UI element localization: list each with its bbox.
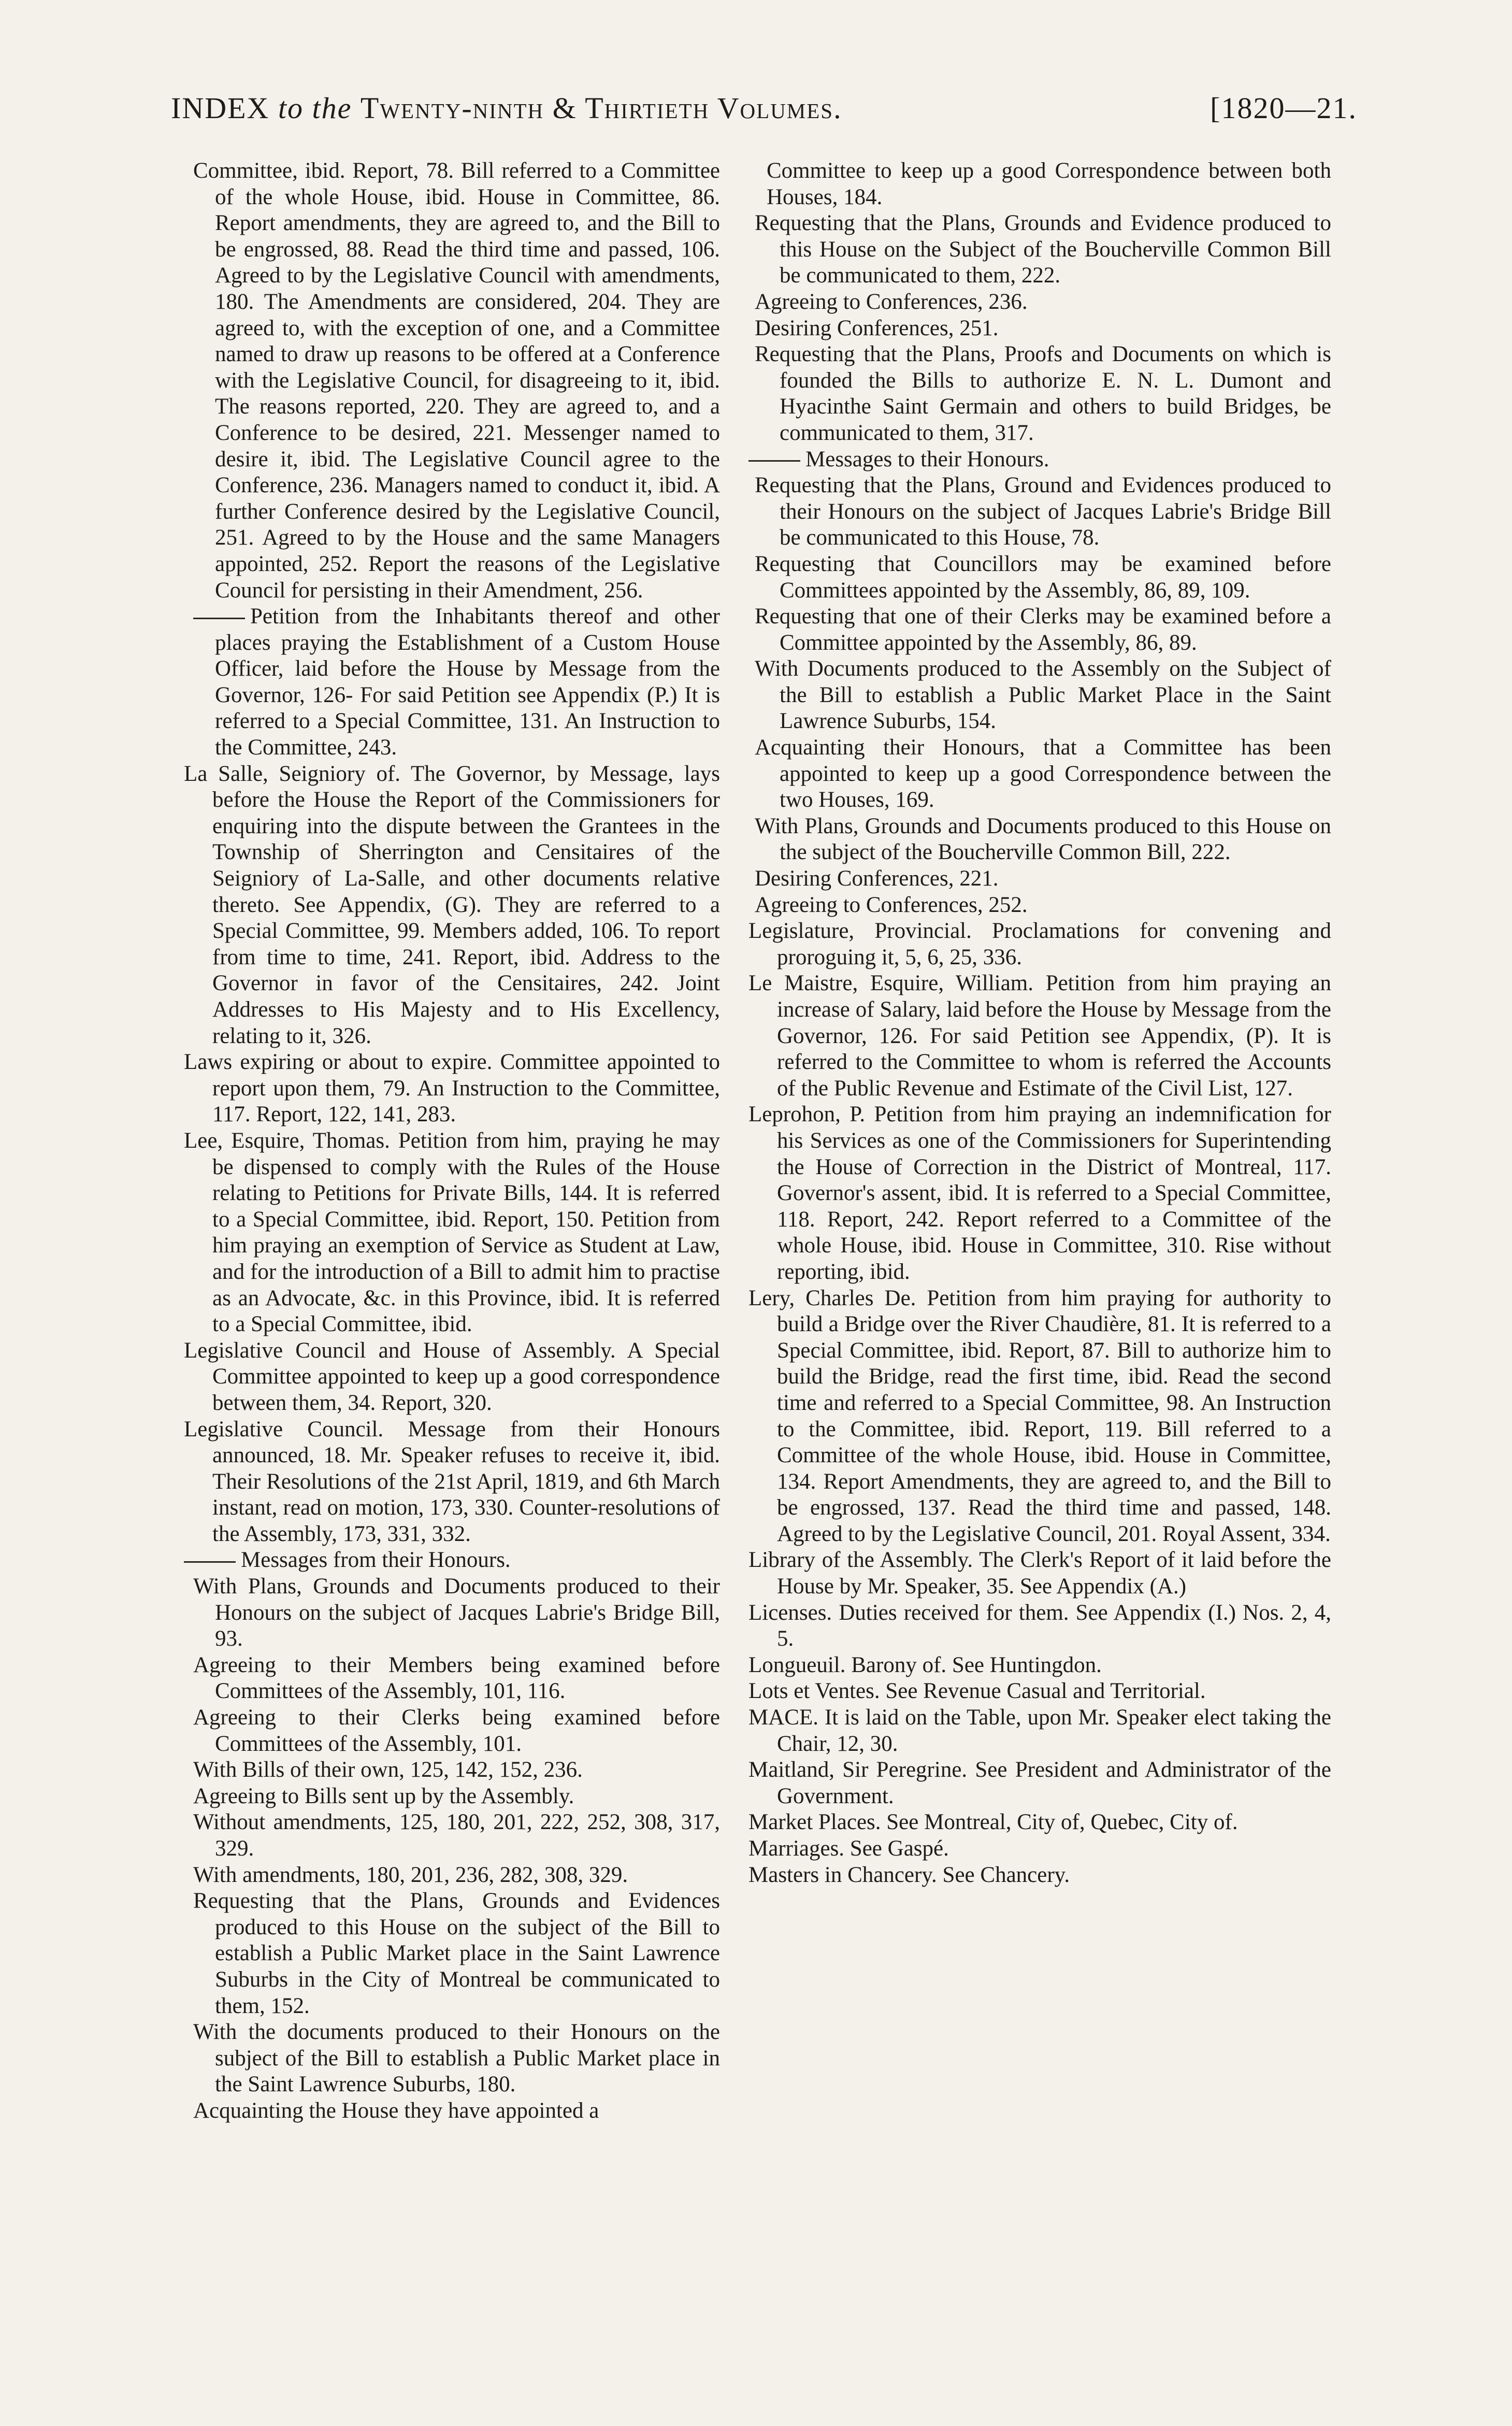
index-entry: Legislative Council and House of Assembly. A Special Committee appointed to keep up a good correspondence between them, 34. Report, 320. [184,1338,720,1415]
index-subentry: Without amendments, 125, 180, 201, 222, 252, 308, 317, 329. [193,1810,720,1861]
index-subheading [184,1547,720,1574]
dash-rule [184,1561,236,1563]
left-column [184,158,720,2124]
page-date-range: [1820—21. [1210,91,1357,125]
running-title-index: INDEX [171,91,270,125]
index-subentry: Committee to keep up a good Correspondence between both Houses, 184. [767,159,1331,209]
index-entry: Market Places. See Montreal, City of, Quebec, City of. [748,1810,1238,1835]
index-subentry [184,604,720,761]
index-subentry: Agreeing to their Members being examined before Committees of the Assembly, 101, 116. [193,1652,720,1704]
index-subentry: Desiring Conferences, 221. [755,866,999,891]
index-subentry: With amendments, 180, 201, 236, 282, 308, 329. [193,1862,628,1887]
index-subentry: Requesting that the Plans, Ground and Evidences produced to their Honours on the subject of Jacques Labrie's Bridge Bill be communicated to this House, 78. [755,473,1331,550]
index-entry: Legislative Council. Message from their Honours announced, 18. Mr. Speaker refuses to receive it, ibid. Their Resolutions of the 21st April, 1819, and 6th March instant, read on motion, 173, 330. Counter-resolutions of the Assembly, 173, 331, 332. [184,1417,720,1546]
index-subentry: Requesting that the Plans, Grounds and Evidence produced to this House on the Subject of the Boucherville Common Bill be communicated to them, 222. [755,211,1331,288]
index-entry: Legislature, Provincial. Proclamations for convening and proroguing it, 5, 6, 25, 336. [748,919,1331,969]
index-entry: Library of the Assembly. The Clerk's Report of it laid before the House by Mr. Speaker, 35. See Appendix (A.) [748,1548,1331,1599]
index-subentry: With Plans, Grounds and Documents produced to this House on the subject of the Boucherville Common Bill, 222. [755,814,1331,865]
running-title [171,91,1189,125]
index-entry: Maitland, Sir Peregrine. See President and Administrator of the Government. [748,1758,1331,1808]
index-entry: Longueuil. Barony of. See Huntingdon. [748,1652,1102,1677]
dash-rule [748,460,800,462]
index-entry: Licenses. Duties received for them. See Appendix (I.) Nos. 2, 4, 5. [748,1600,1331,1651]
index-subentry-text: Petition from the Inhabitants thereof and other places praying the Establishment of a Custom House Officer, laid before the House by Message from the Governor, 126- For said Petition see Appendix (P.) It is referred to a Special Committee, 131. An Instruction to the Committee, 243. [215,604,720,760]
index-entry: La Salle, Seigniory of. The Governor, by Message, lays before the House the Report of the Commissioners for enquiring into the dispute between the Grantees in the Township of Sherrington and Censitaires of the Seigniory of La-Salle, and other documents relative thereto. See Appendix, (G). They are referred to a Special Committee, 99. Members added, 106. To report from time to time, 241. Report, ibid. Address to the Governor in favor of the Censitaires, 242. Joint Addresses to His Majesty and to His Excellency, relating to it, 326. [184,761,720,1048]
index-subentry: With Documents produced to the Assembly on the Subject of the Bill to establish a Public Market Place in the Saint Lawrence Suburbs, 154. [755,657,1331,734]
dash-rule [193,618,245,619]
index-entry: Marriages. See Gaspé. [748,1836,949,1861]
index-entry: Laws expiring or about to expire. Committee appointed to report upon them, 79. An Instruction to the Committee, 117. Report, 122, 141, 283. [184,1050,720,1127]
page-header [171,91,1357,125]
index-subentry: Acquainting the House they have appointed a [193,2098,599,2123]
index-entry: Lots et Ventes. See Revenue Casual and Territorial. [748,1679,1206,1704]
index-subentry: Agreeing to Bills sent up by the Assembly. [193,1783,574,1808]
index-subentry: Requesting that the Plans, Grounds and Evidences produced to this House on the subject of the Bill to establish a Public Market place in the Saint Lawrence Suburbs in the City of Montreal be communicated to them, 152. [193,1889,720,2018]
index-subentry: Agreeing to Conferences, 236. [755,289,1028,314]
index-subheading [748,447,1331,473]
running-title-to-the: to the [278,91,352,125]
index-subheading-text: Messages from their Honours. [241,1548,511,1573]
index-subentry: With Plans, Grounds and Documents produced to their Honours on the subject of Jacques Labrie's Bridge Bill, 93. [193,1574,720,1651]
index-subentry: Agreeing to their Clerks being examined before Committees of the Assembly, 101. [193,1705,720,1756]
index-entry: Committee, ibid. Report, 78. Bill referred to a Committee of the whole House, ibid. House in Committee, 86. Report amendments, they are agreed to, and the Bill to be engrossed, 88. Read the third time and passed, 106. Agreed to by the Legislative Council with amendments, 180. The Amendments are considered, 204. They are agreed to, with the exception of one, and a Committee named to draw up reasons to be offered at a Conference with the Legislative Council, for disagreeing to it, ibid. The reasons reported, 220. They are agreed to, and a Conference to be desired, 221. Messenger named to desire it, ibid. The Legislative Council agree to the Conference, 236. Managers named to conduct it, ibid. A further Conference desired by the Legislative Council, 251. Agreed to by the House and the same Managers appointed, 252. Report the reasons of the Legislative Council for persisting in their Amendment, 256. [193,159,720,603]
index-entry-mace: MACE. It is laid on the Table, upon Mr. Speaker elect taking the Chair, 12, 30. [748,1705,1331,1756]
index-subentry: Requesting that Councillors may be examined before Committees appointed by the Assembly, 86, 89, 109. [755,551,1331,603]
index-entry: Lee, Esquire, Thomas. Petition from him, praying he may be dispensed to comply with the Rules of the House relating to Petitions for Private Bills, 144. It is referred to a Special Committee, ibid. Report, 150. Petition from him praying an exemption of Service as Student at Law, and for the introduction of a Bill to admit him to practise as an Advocate, &c. in this Province, ibid. It is referred to a Special Committee, ibid. [184,1128,720,1337]
running-title-volumes: Twenty-ninth & Thirtieth Volumes. [360,91,842,125]
index-subentry: With the documents produced to their Honours on the subject of the Bill to establish a Public Market place in the Saint Lawrence Suburbs, 180. [193,2020,720,2097]
index-subentry: Acquainting their Honours, that a Committee has been appointed to keep up a good Correspondence between the two Houses, 169. [755,735,1331,812]
index-entry: Lery, Charles De. Petition from him praying for authority to build a Bridge over the River Chaudière, 81. It is referred to a Special Committee, ibid. Report, 87. Bill to authorize him to build the Bridge, read the first time, ibid. Read the second time and referred to a Special Committee, 98. An Instruction to the Committee, ibid. Report, 119. Bill referred to a Committee of the whole House, ibid. House in Committee, 134. Report Amendments, they are agreed to, and the Bill to be engrossed, 137. Read the third time and passed, 148. Agreed to by the Legislative Council, 201. Royal Assent, 334. [748,1286,1331,1546]
index-entry: Le Maistre, Esquire, William. Petition from him praying an increase of Salary, laid before the House by Message from the Governor, 126. For said Petition see Appendix, (P). It is referred to the Committee to whom is referred the Accounts of the Public Revenue and Estimate of the Civil List, 127. [748,971,1331,1101]
index-subentry: Requesting that the Plans, Proofs and Documents on which is founded the Bills to authorize E. N. L. Dumont and Hyacinthe Saint Germain and others to build Bridges, be communicated to them, 317. [755,342,1331,445]
index-subentry: Requesting that one of their Clerks may be examined before a Committee appointed by the Assembly, 86, 89. [755,604,1331,655]
index-entry: Masters in Chancery. See Chancery. [748,1862,1070,1887]
right-column [748,158,1331,1888]
index-subentry: Agreeing to Conferences, 252. [755,892,1028,917]
index-subheading-text: Messages to their Honours. [805,447,1049,472]
index-subentry: Desiring Conferences, 251. [755,316,999,340]
index-entry: Leprohon, P. Petition from him praying an indemnification for his Services as one of the Commissioners for Superintending the House of Correction in the District of Montreal, 117. Governor's assent, ibid. It is referred to a Special Committee, 118. Report, 242. Report referred to a Committee of the whole House, ibid. House in Committee, 310. Rise without reporting, ibid. [748,1102,1331,1284]
index-subentry: With Bills of their own, 125, 142, 152, 236. [193,1758,583,1782]
